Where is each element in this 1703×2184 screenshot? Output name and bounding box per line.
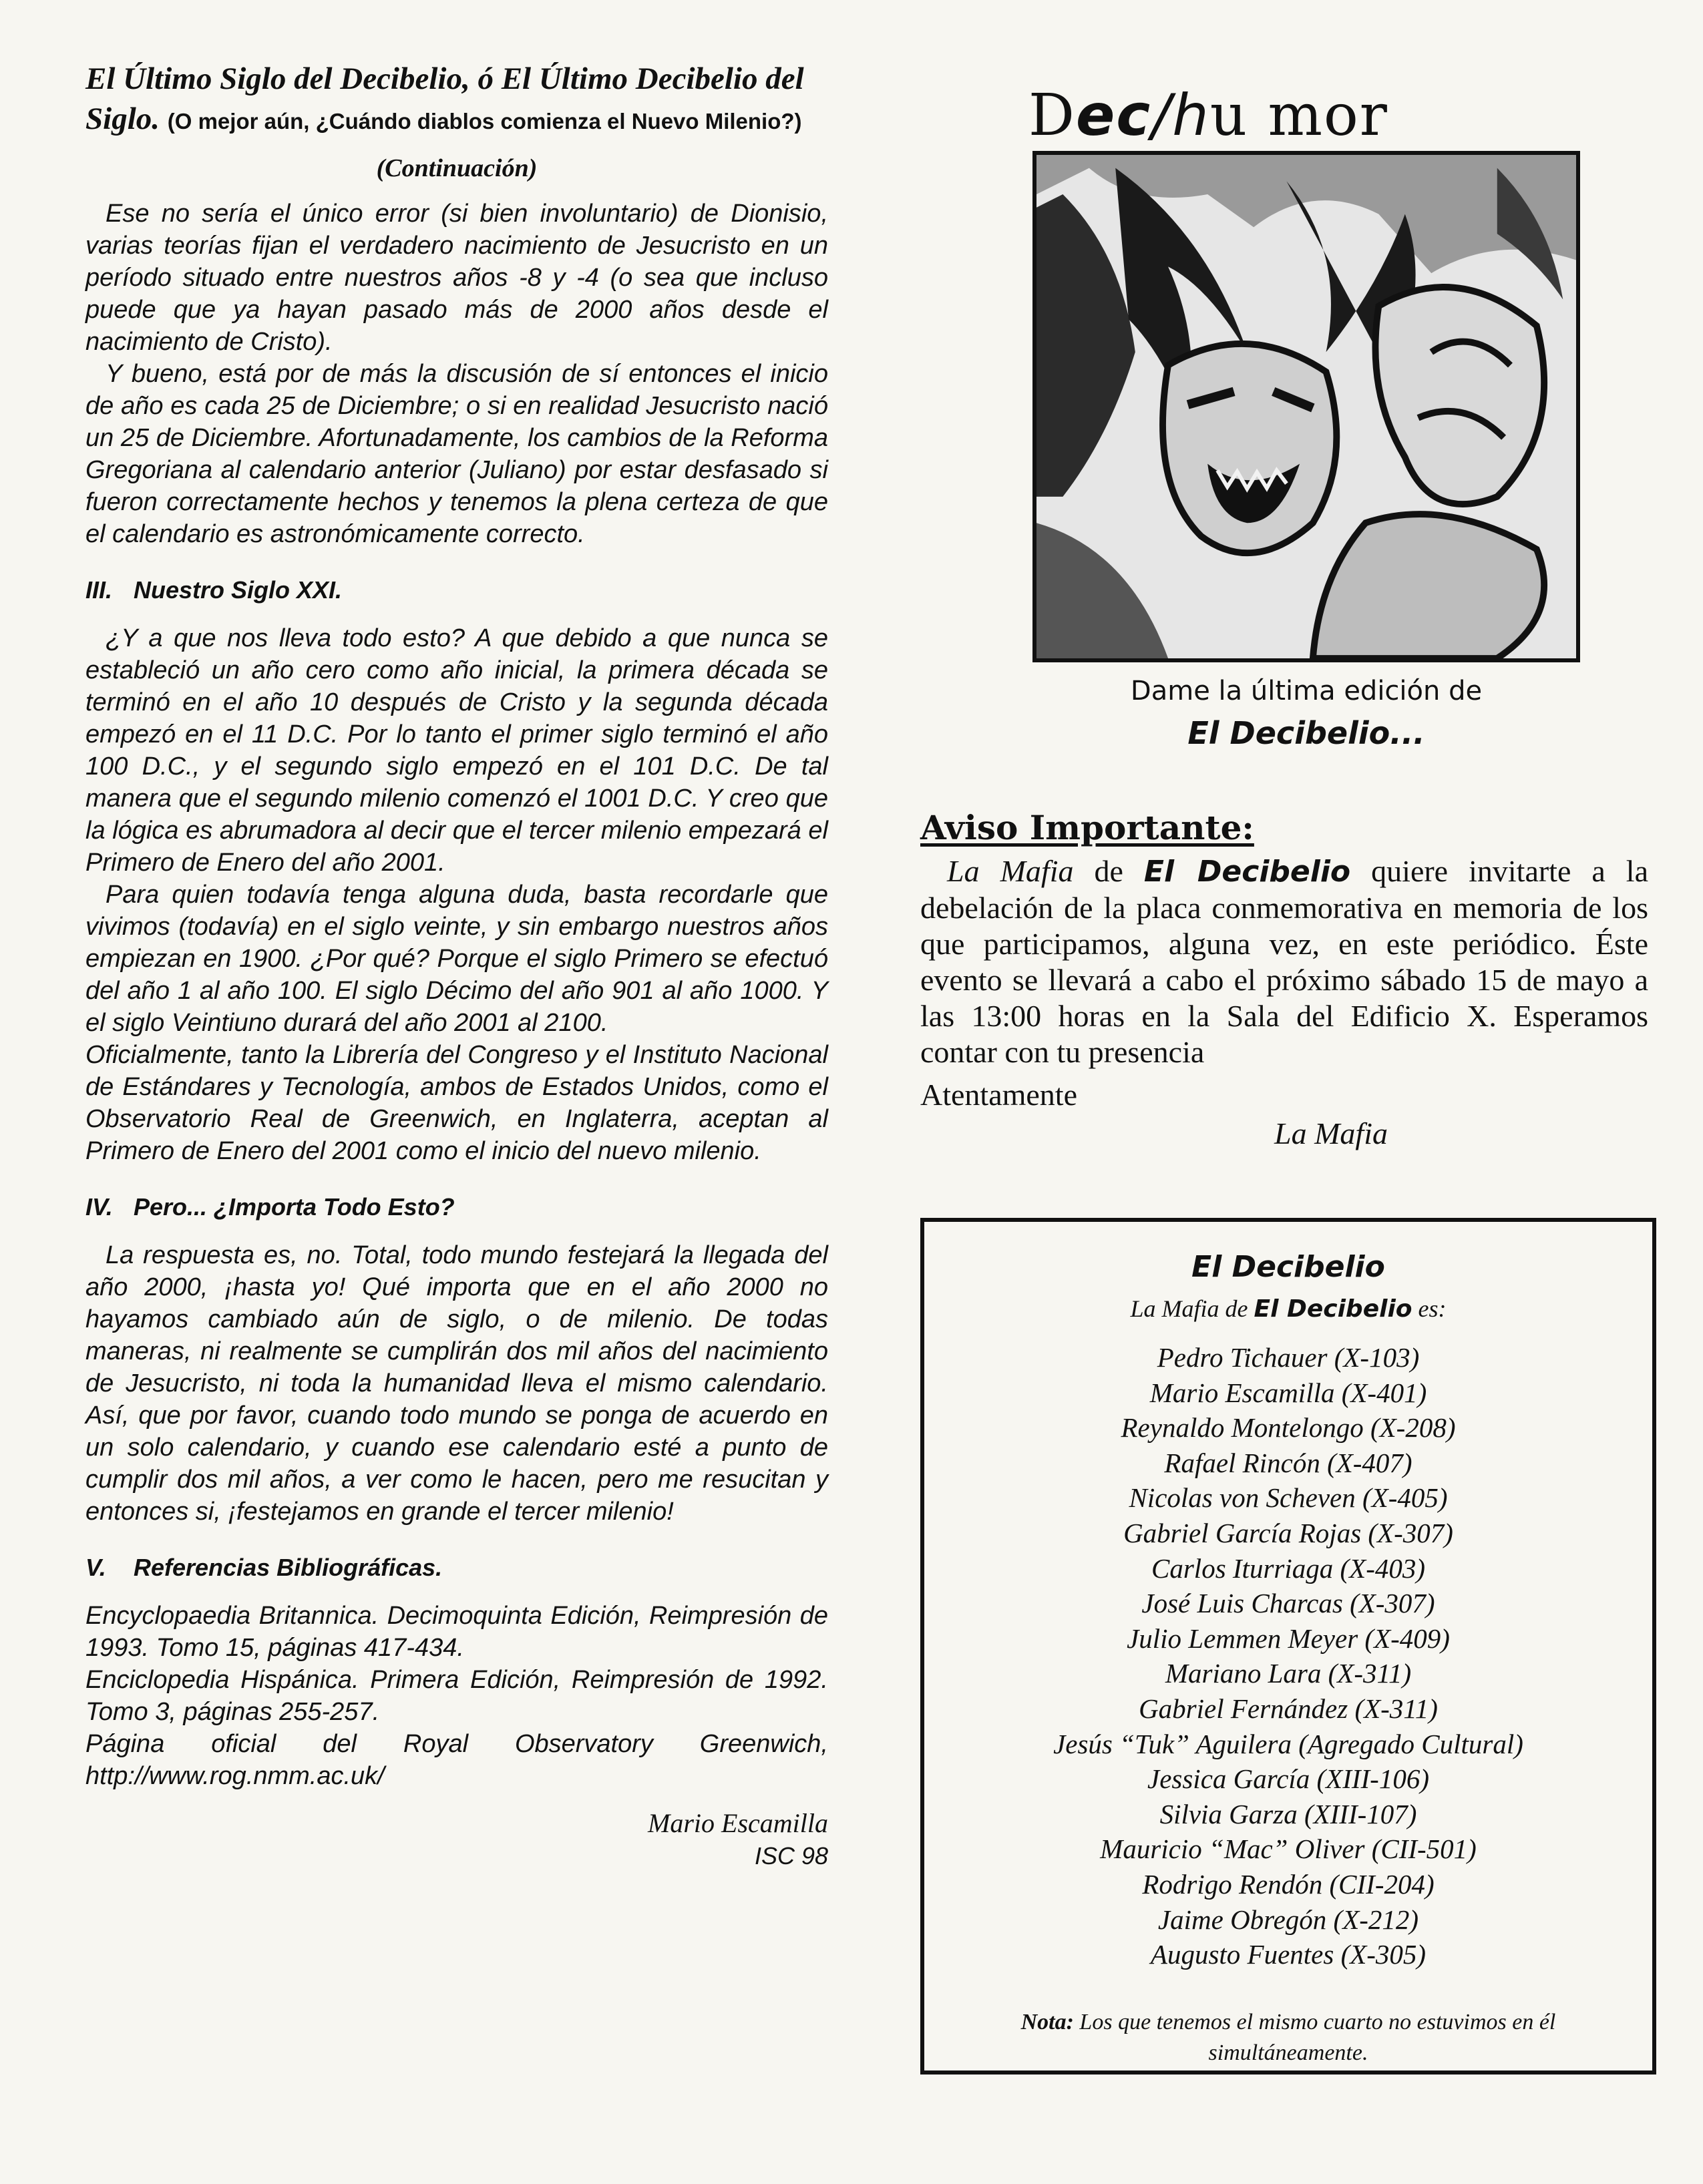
staff-member: Pedro Tichauer (X-103)	[1157, 1342, 1420, 1373]
reference-item: Página oficial del Royal Observatory Greenwich, http://www.rog.nmm.ac.uk/	[85, 1730, 828, 1790]
section-title: Nuestro Siglo XXI.	[134, 576, 343, 604]
aviso-text-part: quiere invitarte a la debelación de la placa conmemorativa en memoria de los que participamos, alguna vez, en este periódico. Éste evento se llevará a cabo el próximo sábado 15 de mayo a las 13:00 horas en la Sala del Edificio X. Esperamos contar con tu presencia	[920, 854, 1649, 1069]
article-paragraph: Para quien todavía tenga alguna duda, basta recordarle que vivimos (todavía) en el siglo veinte, y sin embargo nuestros años empiezan en 1900. ¿Por qué? Porque el siglo Primero se efectuó del año 1 al año 100. El siglo Décimo del año 901 al año 1000. Y el siglo Veintiuno durará del año 2001 al 2100.	[85, 881, 828, 1037]
staff-box-title: El Decibelio	[1191, 1250, 1385, 1284]
staff-member: José Luis Charcas (X-307)	[1141, 1588, 1435, 1619]
staff-note	[951, 2007, 1626, 2068]
staff-member: Nicolas von Scheven (X-405)	[1129, 1482, 1448, 1514]
comic-caption: Dame la última edición de	[1130, 676, 1483, 706]
aviso-signature: La Mafia	[1274, 1116, 1388, 1150]
aviso-text	[920, 853, 1648, 1070]
article-title-text: El Último Siglo del Decibelio, ó El Último Decibelio del Siglo.	[85, 61, 804, 136]
staff-member: Mario Escamilla (X-401)	[1149, 1377, 1427, 1408]
article-paragraph: Y bueno, está por de más la discusión de sí entonces el inicio de año es cada 25 de Diciembre; o si en realidad Jesucristo nació un 25 de Diciembre. Afortunadamente, los cambios de la Reforma Gregoriana al calendario anterior (Juliano) por estar desfasado si fueron correctamente hechos y tenemos la plena certeza de que el calendario es astronómicamente correcto.	[85, 360, 828, 548]
staff-member: Mariano Lara (X-311)	[1165, 1658, 1412, 1689]
aviso-decibelio: El Decibelio	[1143, 855, 1351, 889]
section-number: V.	[85, 1554, 106, 1581]
staff-member: Silvia Garza (XIII-107)	[1159, 1798, 1417, 1829]
logo-part: u mor	[1209, 82, 1388, 149]
staff-list	[924, 1340, 1652, 1972]
staff-member: Reynaldo Montelongo (X-208)	[1121, 1412, 1456, 1444]
subtitle-part: es:	[1412, 1295, 1447, 1322]
logo-part: /h	[1151, 82, 1210, 149]
article-paragraph: Oficialmente, tanto la Librería del Congreso y el Instituto Nacional de Estándares y Tecnología, ambos de Estados Unidos, como el Observatorio Real de Greenwich, en Inglaterra, aceptan al Primero de Enero del 2001 como el inicio del nuevo milenio.	[85, 1041, 828, 1165]
section-title: Pero... ¿Importa Todo Esto?	[134, 1193, 455, 1221]
comic-illustration	[1032, 151, 1580, 662]
staff-member: Jaime Obregón (X-212)	[1157, 1904, 1419, 1935]
dechumor-logo	[1028, 79, 1536, 152]
section-heading-4	[85, 1191, 828, 1223]
staff-member: Julio Lemmen Meyer (X-409)	[1127, 1622, 1450, 1654]
staff-member: Jessica García (XIII-106)	[1147, 1763, 1429, 1795]
staff-member: Gabriel García Rojas (X-307)	[1123, 1517, 1453, 1548]
reference-item: Enciclopedia Hispánica. Primera Edición, Reimpresión de 1992. Tomo 3, páginas 255-257.	[85, 1666, 828, 1726]
article-paragraph: ¿Y a que nos lleva todo esto? A que debido a que nunca se estableció un año cero como año inicial, la primera década se terminó en el año 10 después de Cristo y la segunda década empezó en el 11 D.C. Por lo tanto el primer siglo terminó el año 100 D.C., y el segundo siglo empezó en el 101 D.C. De tal manera que el segundo milenio comenzó el 1001 D.C. Y creo que la lógica es abrumadora al decir que el tercer milenio empezará el Primero de Enero del año 2001.	[85, 624, 828, 877]
subtitle-part: La Mafia de	[1130, 1295, 1254, 1322]
section-number: IV.	[85, 1193, 113, 1221]
section-heading-3	[85, 574, 828, 606]
article-author-org: ISC 98	[754, 1842, 828, 1870]
staff-member: Gabriel Fernández (X-311)	[1139, 1693, 1438, 1724]
article-paragraph: La respuesta es, no. Total, todo mundo festejará la llegada del año 2000, ¡hasta yo! Qué importa que en el año 2000 no hayamos cambiado aún de siglo, o de milenio. De todas maneras, ni realmente se cumplirán dos mil años del nacimiento de Jesucristo, ni toda la humanidad lleva el mismo calendario. Así, que por favor, cuando todo mundo se ponga de acuerdo en un solo calendario, y cuando ese calendario esté a punto de cumplir dos mil años, a ver como le hacen, pero me resucitan y entonces si, ¡festejamos en grande el tercer milenio!	[85, 1241, 828, 1526]
article-title	[85, 59, 828, 142]
aviso-text-part: de	[1073, 854, 1144, 888]
staff-member: Rodrigo Rendón (CII-204)	[1142, 1868, 1435, 1900]
references-list	[85, 1600, 828, 1792]
article-author: Mario Escamilla	[648, 1808, 828, 1838]
comic-drawing	[1036, 155, 1576, 658]
article-subtitle: (O mejor aún, ¿Cuándo diablos comienza el Nuevo Milenio?)	[167, 109, 802, 134]
article-column	[85, 59, 828, 1872]
staff-member: Jesús “Tuk” Aguilera (Agregado Cultural)	[1053, 1728, 1523, 1759]
continuation-label: (Continuación)	[376, 154, 538, 182]
staff-member: Mauricio “Mac” Oliver (CII-501)	[1100, 1833, 1477, 1865]
reference-item: Encyclopaedia Britannica. Decimoquinta Edición, Reimpresión de 1993. Tomo 15, páginas 417-434.	[85, 1602, 828, 1662]
section-heading-5	[85, 1552, 828, 1584]
logo-part: D	[1028, 82, 1076, 149]
section-number: III.	[85, 576, 113, 604]
staff-member: Augusto Fuentes (X-305)	[1150, 1939, 1427, 1970]
staff-box	[920, 1218, 1656, 2074]
aviso-heading: Aviso Importante:	[920, 808, 1254, 847]
note-text: Los que tenemos el mismo cuarto no estuvimos en él simultáneamente.	[1073, 2009, 1556, 2065]
aviso-closing: Atentamente	[920, 1078, 1078, 1112]
article-paragraph: Ese no sería el único error (si bien involuntario) de Dionisio, varias teorías fijan el verdadero nacimiento de Jesucristo en un período situado entre nuestros años -8 y -4 (o sea que incluso puede que ya hayan pasado más de 2000 años desde el nacimiento de Cristo).	[85, 200, 828, 356]
aviso-mafia: La Mafia	[947, 854, 1074, 888]
note-label: Nota:	[1020, 2009, 1074, 2034]
aviso-section	[920, 807, 1648, 1152]
section-title: Referencias Bibliográficas.	[134, 1554, 443, 1581]
logo-part: ec	[1075, 82, 1152, 149]
comic-caption-title: El Decibelio...	[1187, 715, 1425, 751]
staff-member: Rafael Rincón (X-407)	[1164, 1447, 1412, 1478]
staff-member: Carlos Iturriaga (X-403)	[1151, 1552, 1425, 1584]
staff-box-subtitle	[924, 1293, 1652, 1325]
subtitle-decibelio: El Decibelio	[1254, 1295, 1412, 1323]
